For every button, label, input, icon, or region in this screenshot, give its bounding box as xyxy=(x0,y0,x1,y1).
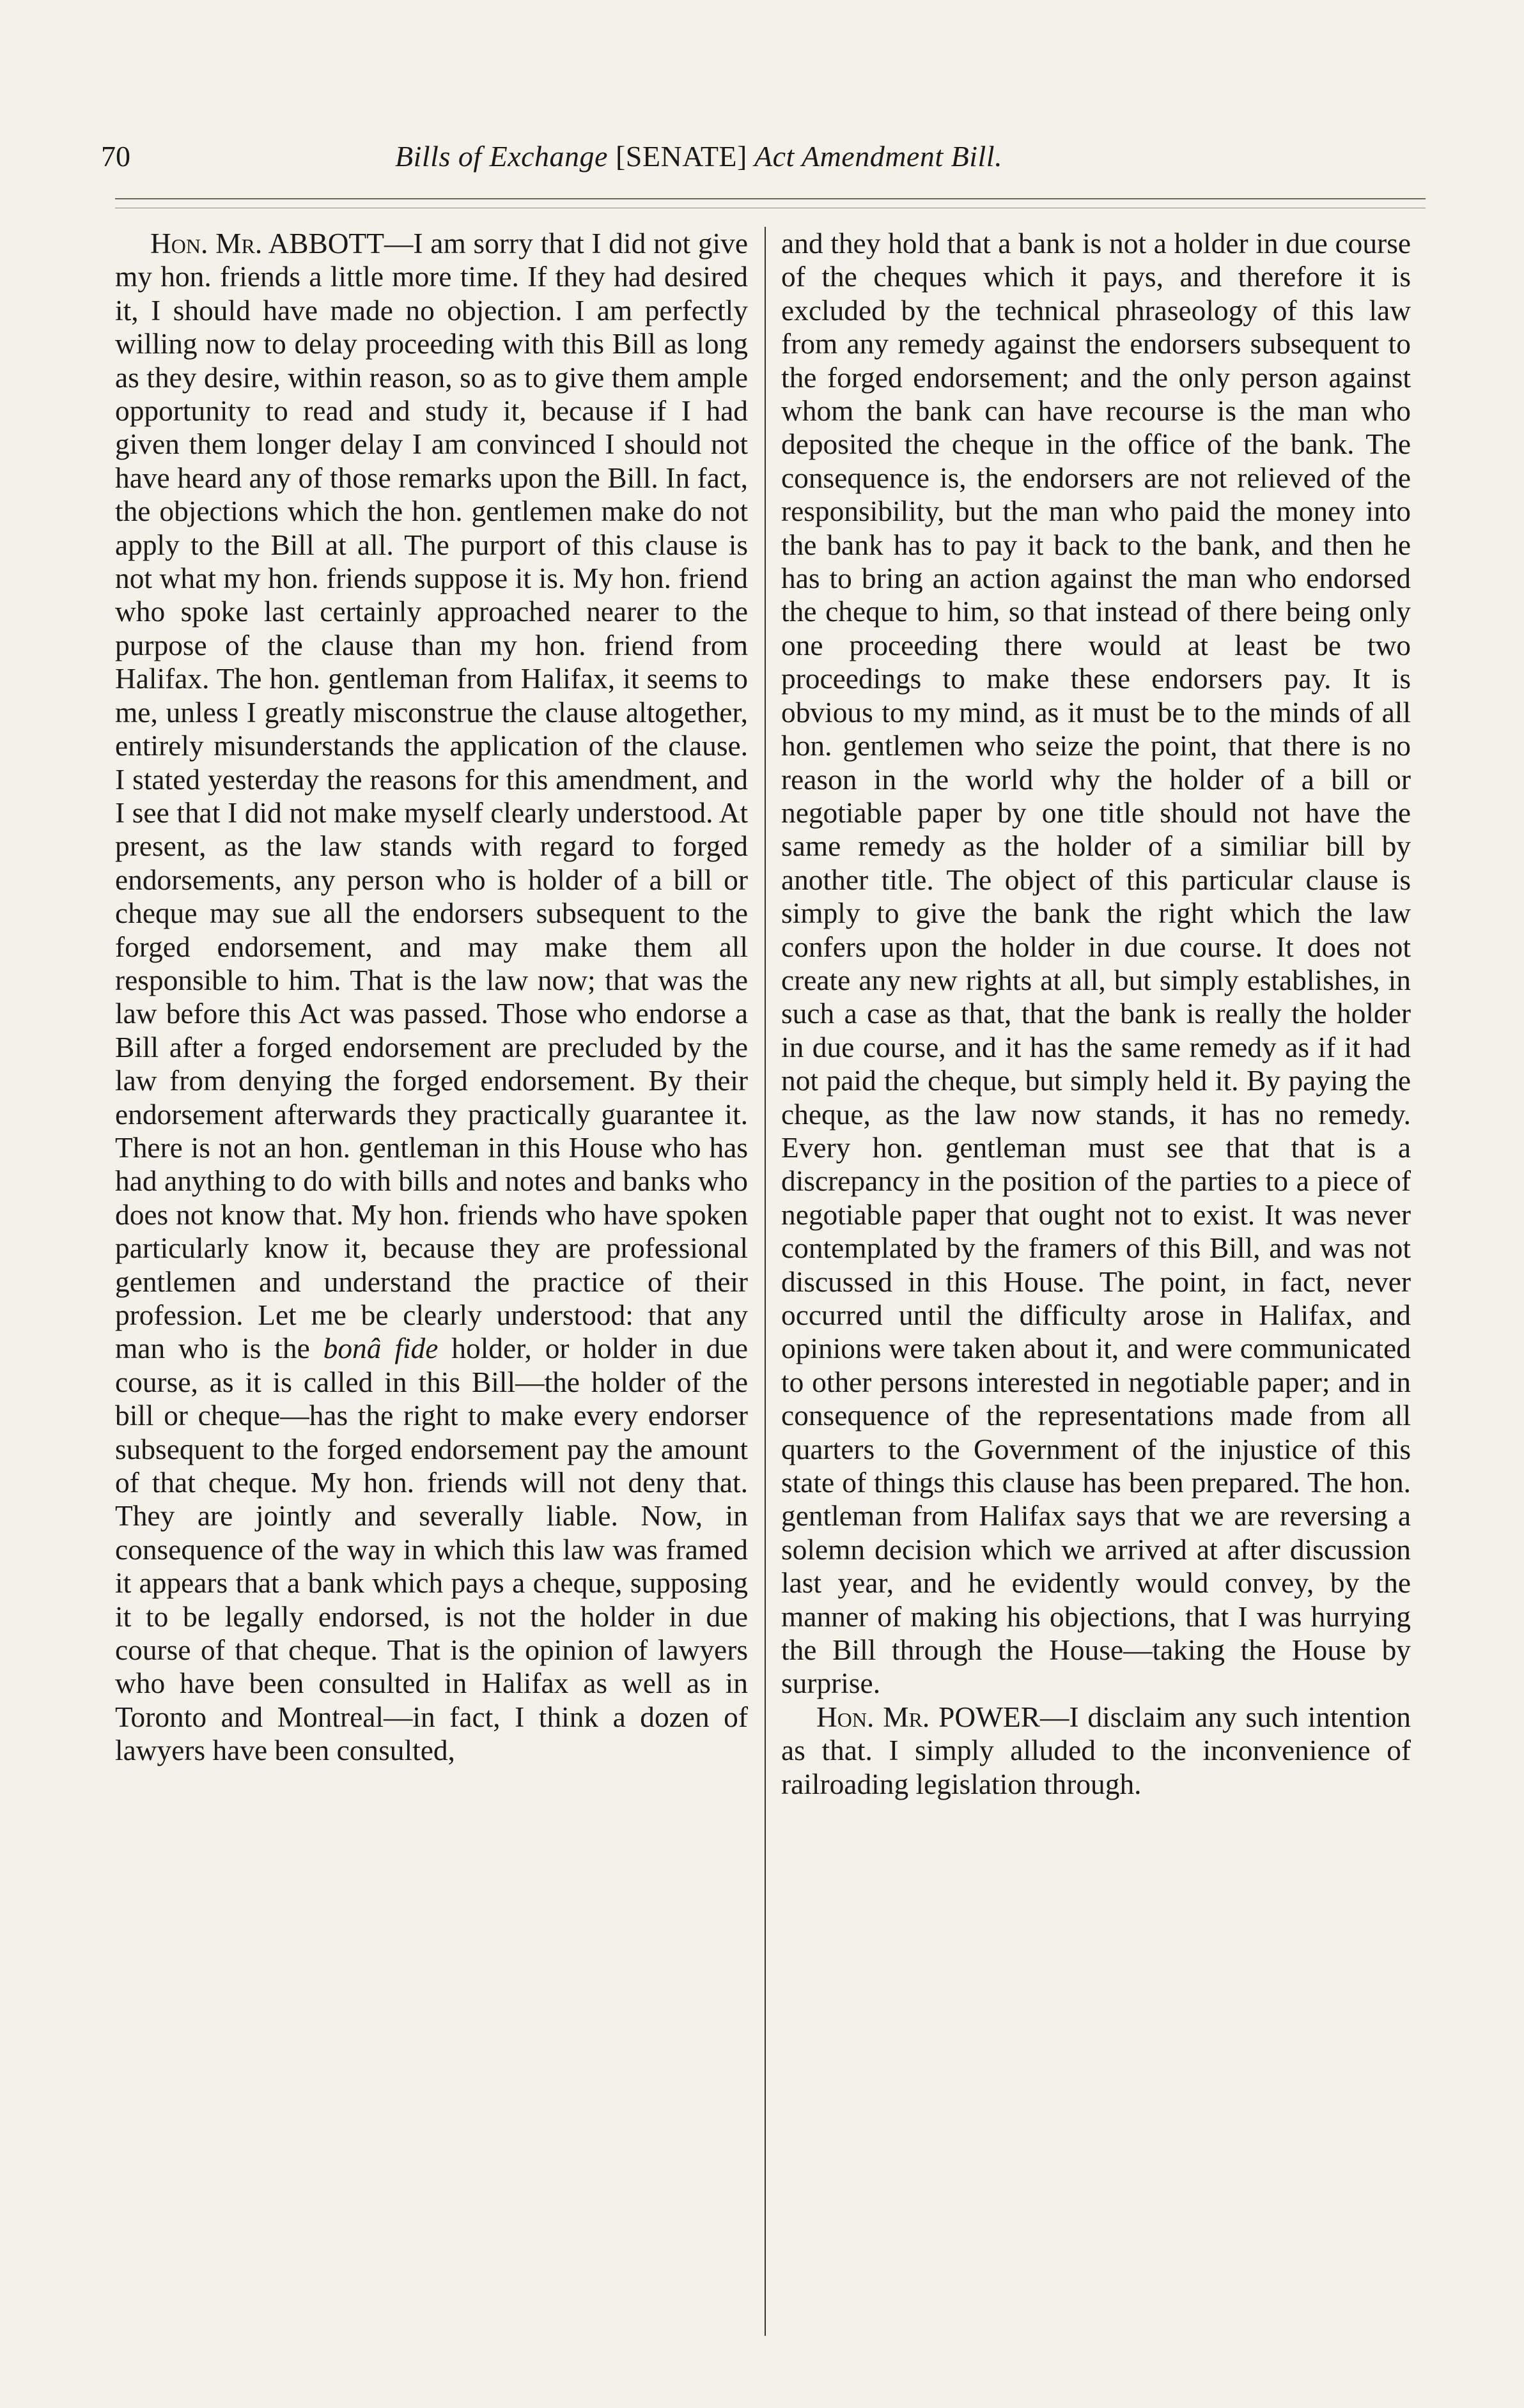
running-title-part-1: Bills of Exchange xyxy=(395,140,616,173)
right-column xyxy=(781,227,1411,1801)
speech-text-2: —I disclaim any such intention as that. I simply alluded to the inconvenience of railroading legislation through. xyxy=(781,1701,1411,1800)
speaker-name-2: Hon. Mr. POWER xyxy=(816,1701,1041,1733)
running-header xyxy=(101,134,1424,179)
speech-text: —I am sorry that I did not give my hon. friends a little more time. If they had desired it, I should have made no objection. I am perfectly willing now to delay proceeding with this Bill as long as they desire, within reason, so as to give them ample opportunity to read and study it, because if I had given them longer delay I am convinced I should not have heard any of those remarks upon the Bill. In fact, the objections which the hon. gentlemen make do not apply to the Bill at all. The purport of this clause is not what my hon. friends suppose it is. My hon. friend who spoke last certainly approached nearer to the purpose of the clause than my hon. friend from Halifax. The hon. gentleman from Halifax, it seems to me, unless I greatly misconstrue the clause altogether, entirely misunderstands the application of the clause. I stated yesterday the reasons for this amendment, and I see that I did not make myself clearly understood. At present, as the law stands with regard to forged endorsements, any person who is holder of a bill or cheque may sue all the endorsers subsequent to the forged endorsement, and may make them all responsible to him. That is the law now; that was the law before this Act was passed. Those who endorse a Bill after a forged endorsement are precluded by the law from denying the forged endorsement. By their endorsement afterwards they practically guarantee it. There is not an hon. gentleman in this House who has had anything to do with bills and notes and banks who does not know that. My hon. friends who have spoken particularly know it, because they are professional gentlemen and understand the practice of their profession. Let me be clearly understood: that any man who is the xyxy=(115,228,749,1365)
page-number: 70 xyxy=(101,140,130,173)
speaker-name: Hon. Mr. ABBOTT xyxy=(150,228,385,259)
running-title xyxy=(395,134,1322,179)
italic-phrase: bonâ fide xyxy=(323,1332,439,1365)
running-title-house: [SENATE] xyxy=(615,140,747,173)
column-divider xyxy=(765,227,766,2336)
speech-text-continued: holder, or holder in due course, as it is called in this Bill—the holder of the bill or cheque—has the right to make every endorser subsequent to the forged endorsement pay the amount of that cheque. My hon. friends will not deny that. They are jointly and severally liable. Now, in consequence of the way in which this law was framed it appears that a bank which pays a cheque, supposing it to be legally endorsed, is not the holder in due course of that cheque. That is the opinion of lawyers who have been consulted in Halifax as well as in Toronto and Montreal—in fact, I think a dozen of lawyers have been consulted, xyxy=(115,1332,749,1767)
left-column xyxy=(115,227,748,1768)
abbott-speech-continued: and they hold that a bank is not a holder in due course of the cheques which it pays, and therefore it is excluded by the technical phraseology of this law from any remedy against the endorsers subsequent to the forged endorsement; and the only person against whom the bank can have recourse is the man who deposited the cheque in the office of the bank. The consequence is, the endorsers are not relieved of the responsibility, but the man who paid the money into the bank has to pay it back to the bank, and then he has to bring an action against the man who endorsed the cheque to him, so that instead of there being only one proceeding there would at least be two proceedings to make these endorsers pay. It is obvious to my mind, as it must be to the minds of all hon. gentlemen who seize the point, that there is no reason in the world why the holder of a bill or negotiable paper by one title should not have the same remedy as the holder of a similiar bill by another title. The object of this particular clause is simply to give the bank the right which the law confers upon the holder in due course. It does not create any new rights at all, but simply establishes, in such a case as that, that the bank is really the holder in due course, and it has the same remedy as if it had not paid the cheque, but simply held it. By paying the cheque, as the law now stands, it has no remedy. Every hon. gentleman must see that that is a discrepancy in the position of the parties to a piece of negotiable paper that ought not to exist. It was never contemplated by the framers of this Bill, and was not discussed in this House. The point, in fact, never occurred until the difficulty arose in Halifax, and opinions were taken about it, and were communicated to other persons interested in negotiable paper; and in consequence of the representations made from all quarters to the Government of the injustice of this state of things this clause has been prepared. The hon. gentleman from Halifax says that we are reversing a solemn decision which we arrived at after discussion last year, and he evidently would convey, by the manner of making his objections, that I was hurrying the Bill through the House—taking the House by surprise. xyxy=(781,228,1411,1700)
header-rule xyxy=(115,198,1426,199)
running-title-part-2: Act Amendment Bill. xyxy=(747,140,1003,173)
power-speech xyxy=(781,1701,1411,1801)
abbott-speech xyxy=(115,227,748,1768)
